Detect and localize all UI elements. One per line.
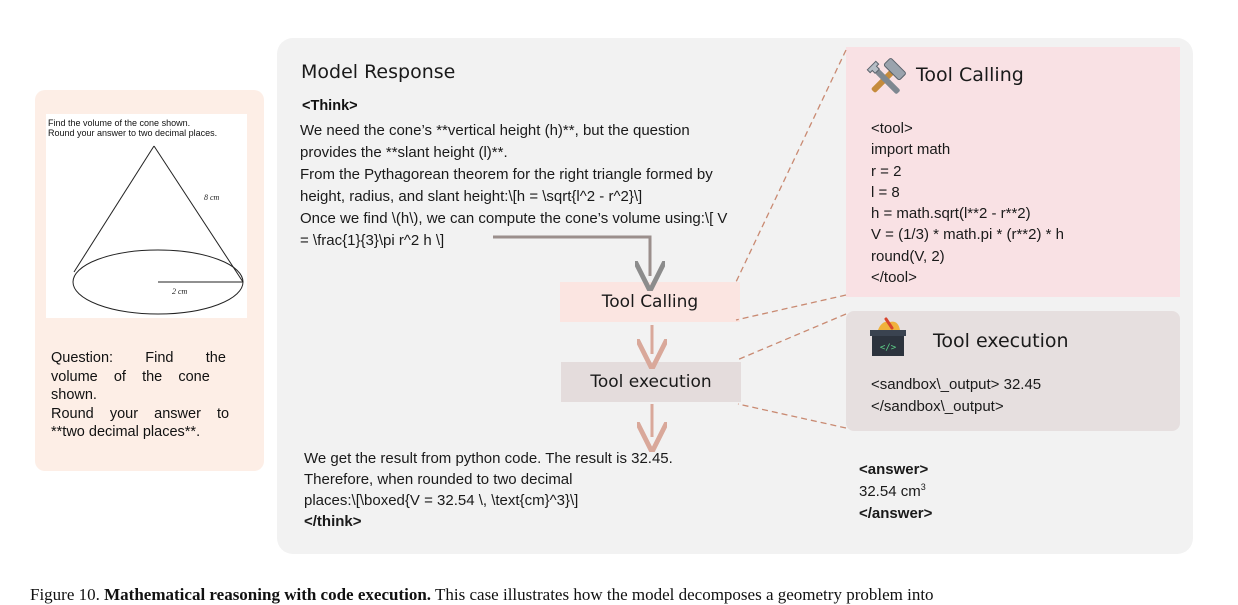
tool-code-block	[871, 118, 1064, 288]
think-open-tag: <Think>	[302, 98, 358, 114]
think-line: = \frac{1}{3}\pi r^2 h \]	[300, 232, 445, 249]
code-line: V = (1/3) * math.pi * (r**2) * h	[871, 226, 1064, 244]
code-line: r = 2	[871, 162, 902, 180]
answer-number: 32.54 cm	[859, 483, 921, 500]
tool-calling-title: Tool Calling	[916, 64, 1024, 86]
question-line: volume of the cone	[51, 368, 210, 385]
result-line: Therefore, when rounded to two decimal	[304, 471, 573, 488]
code-line: import math	[871, 141, 951, 159]
answer-unit-exponent: 3	[920, 482, 926, 492]
cone-right-edge	[154, 146, 243, 282]
svg-text:</>: </>	[879, 343, 897, 353]
caption-text: This case illustrates how the model decomposes a geometry problem into	[435, 585, 934, 604]
code-line: h = math.sqrt(l**2 - r**2)	[871, 205, 1031, 223]
think-close-tag: </think>	[304, 513, 362, 530]
think-line: provides the **slant height (l)**.	[300, 144, 508, 161]
flow-tool-calling-box: Tool Calling	[560, 282, 740, 322]
caption-bold: Mathematical reasoning with code execution.	[104, 585, 432, 604]
answer-close-tag: </answer>	[859, 505, 933, 522]
image-instruction-line1: Find the volume of the cone shown.	[48, 118, 191, 128]
think-line: height, radius, and slant height:\[h = \sqrt{l^2 - r^2}\]	[300, 188, 643, 205]
question-line: **two decimal places**.	[51, 424, 201, 440]
think-line: We need the cone’s **vertical height (h)**, but the question	[300, 122, 690, 139]
problem-image	[46, 114, 247, 318]
caption-prefix: Figure 10.	[30, 585, 100, 604]
question-line: Round your answer to	[51, 405, 230, 422]
code-box-icon	[866, 316, 910, 364]
question-line: shown.	[51, 387, 97, 403]
cone-left-edge	[74, 146, 154, 272]
model-response-title: Model Response	[301, 61, 456, 83]
code-line: l = 8	[871, 183, 900, 201]
slant-height-label: 8 cm	[204, 193, 220, 202]
answer-block	[859, 459, 932, 525]
think-line: Once we find \(h\), we can compute the cone’s volume using:\[ V	[300, 210, 728, 227]
think-body	[300, 120, 785, 252]
output-line: <sandbox\_output> 32.45	[871, 376, 1042, 393]
tool-execution-title: Tool execution	[933, 330, 1069, 352]
result-body	[304, 448, 774, 532]
radius-label: 2 cm	[172, 287, 188, 296]
flow-tool-execution-box: Tool execution	[561, 362, 741, 402]
think-line: From the Pythagorean theorem for the right triangle formed by	[300, 166, 713, 183]
image-instruction-line2: Round your answer to two decimal places.	[48, 128, 218, 138]
cone-diagram	[46, 114, 247, 318]
tools-icon	[862, 58, 908, 104]
answer-value	[859, 481, 932, 503]
code-line: round(V, 2)	[871, 247, 945, 265]
question-text	[51, 349, 243, 442]
figure-caption	[30, 585, 1230, 605]
output-line: </sandbox\_output>	[871, 398, 1004, 415]
answer-open-tag: <answer>	[859, 461, 929, 478]
question-line: Question: Find the	[51, 350, 226, 366]
code-line: <tool>	[871, 120, 913, 137]
result-line: places:\[\boxed{V = 32.54 \, \text{cm}^3}\]	[304, 492, 579, 509]
sandbox-output	[871, 374, 1041, 418]
result-line: We get the result from python code. The result is 32.45.	[304, 450, 673, 467]
code-line: </tool>	[871, 269, 917, 287]
